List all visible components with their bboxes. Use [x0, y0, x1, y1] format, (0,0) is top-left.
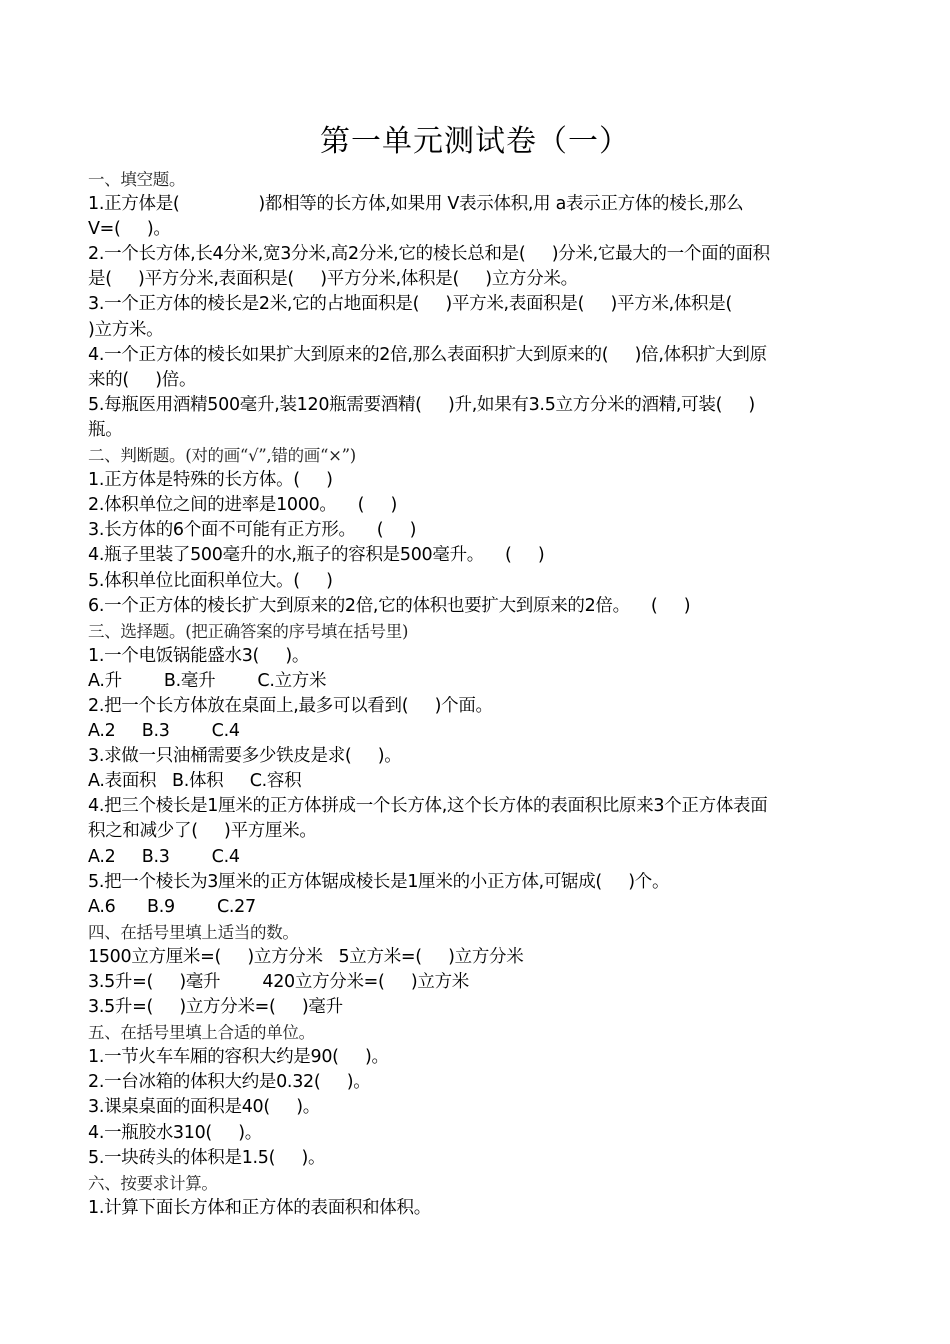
question-line: 5.每瓶医用酒精500毫升,装120瓶需要酒精( )升,如果有3.5立方分米的酒精,可装( ) — [88, 394, 755, 415]
question-line: 3.5升=( )立方分米=( )毫升 — [88, 997, 343, 1018]
question-line: 5.一块砖头的体积是1.5( )。 — [88, 1147, 326, 1168]
question-line: 4.把三个棱长是1厘米的正方体拼成一个长方体,这个长方体的表面积比原来3个正方体表面 — [88, 796, 768, 817]
question-line: 2.把一个长方体放在桌面上,最多可以看到( )个面。 — [88, 695, 493, 716]
question-line: 3.5升=( )毫升 420立方分米=( )立方米 — [88, 972, 469, 992]
exam-body — [88, 167, 878, 1221]
question-line: )立方米。 — [88, 319, 164, 340]
question-line: 1.一个电饭锅能盛水3( )。 — [88, 645, 310, 666]
question-line: V=( )。 — [88, 219, 171, 240]
question-line: 3.一个正方体的棱长是2米,它的占地面积是( )平方米,表面积是( )平方米,体积是( — [88, 294, 732, 315]
question-line: 6.一个正方体的棱长扩大到原来的2倍,它的体积也要扩大到原来的2倍。 ( ) — [88, 595, 691, 616]
section-heading: 六、按要求计算。 — [88, 1173, 218, 1193]
section-heading: 一、填空题。 — [88, 170, 186, 189]
question-line: 1.计算下面长方体和正方体的表面积和体积。 — [88, 1197, 431, 1218]
page-title: 第一单元测试卷（一） — [320, 124, 630, 159]
question-line: 2.一台冰箱的体积大约是0.32( )。 — [88, 1072, 371, 1093]
section-heading: 五、在括号里填上合适的单位。 — [88, 1023, 315, 1043]
question-line: 4.一瓶胶水310( )。 — [88, 1122, 262, 1143]
question-line: A.2 B.3 C.4 — [88, 846, 240, 867]
question-line: A.6 B.9 C.27 — [88, 896, 256, 917]
question-line: 2.体积单位之间的进率是1000。 ( ) — [88, 495, 398, 516]
question-line: 3.课桌桌面的面积是40( )。 — [88, 1097, 320, 1118]
question-line: 5.把一个棱长为3厘米的正方体锯成棱长是1厘米的小正方体,可锯成( )个。 — [88, 871, 670, 892]
section-heading: 四、在括号里填上适当的数。 — [88, 922, 299, 942]
question-line: 1500立方厘米=( )立方分米 5立方米=( )立方分米 — [88, 946, 524, 967]
question-line: 来的( )倍。 — [88, 369, 197, 390]
section-heading: 三、选择题。(把正确答案的序号填在括号里) — [88, 621, 409, 641]
question-line: 瓶。 — [88, 419, 123, 440]
question-line: 4.瓶子里装了500毫升的水,瓶子的容积是500毫升。 ( ) — [88, 545, 545, 566]
question-line: 1.一节火车车厢的容积大约是90( )。 — [88, 1047, 389, 1068]
question-line: 3.长方体的6个面不可能有正方形。 ( ) — [88, 520, 417, 541]
question-line: 是( )平方分米,表面积是( )平方分米,体积是( )立方分米。 — [88, 269, 578, 290]
question-line: 4.一个正方体的棱长如果扩大到原来的2倍,那么表面积扩大到原来的( )倍,体积扩大到原 — [88, 344, 767, 365]
question-line: 2.一个长方体,长4分米,宽3分米,高2分米,它的棱长总和是( )分米,它最大的一个面的面积 — [88, 244, 770, 265]
question-line: A.2 B.3 C.4 — [88, 721, 240, 742]
question-line: A.升 B.毫升 C.立方米 — [88, 670, 327, 691]
question-line: 积之和减少了( )平方厘米。 — [88, 821, 317, 842]
question-line: A.表面积 B.体积 C.容积 — [88, 771, 302, 792]
question-line: 1.正方体是( )都相等的长方体,如果用 V表示体积,用 a表示正方体的棱长,那么 — [88, 194, 744, 215]
question-line: 5.体积单位比面积单位大。( ) — [88, 570, 333, 591]
section-heading: 二、判断题。(对的画“√”,错的画“×”) — [88, 446, 356, 466]
question-line: 1.正方体是特殊的长方体。( ) — [88, 470, 333, 491]
question-line: 3.求做一只油桶需要多少铁皮是求( )。 — [88, 746, 402, 767]
